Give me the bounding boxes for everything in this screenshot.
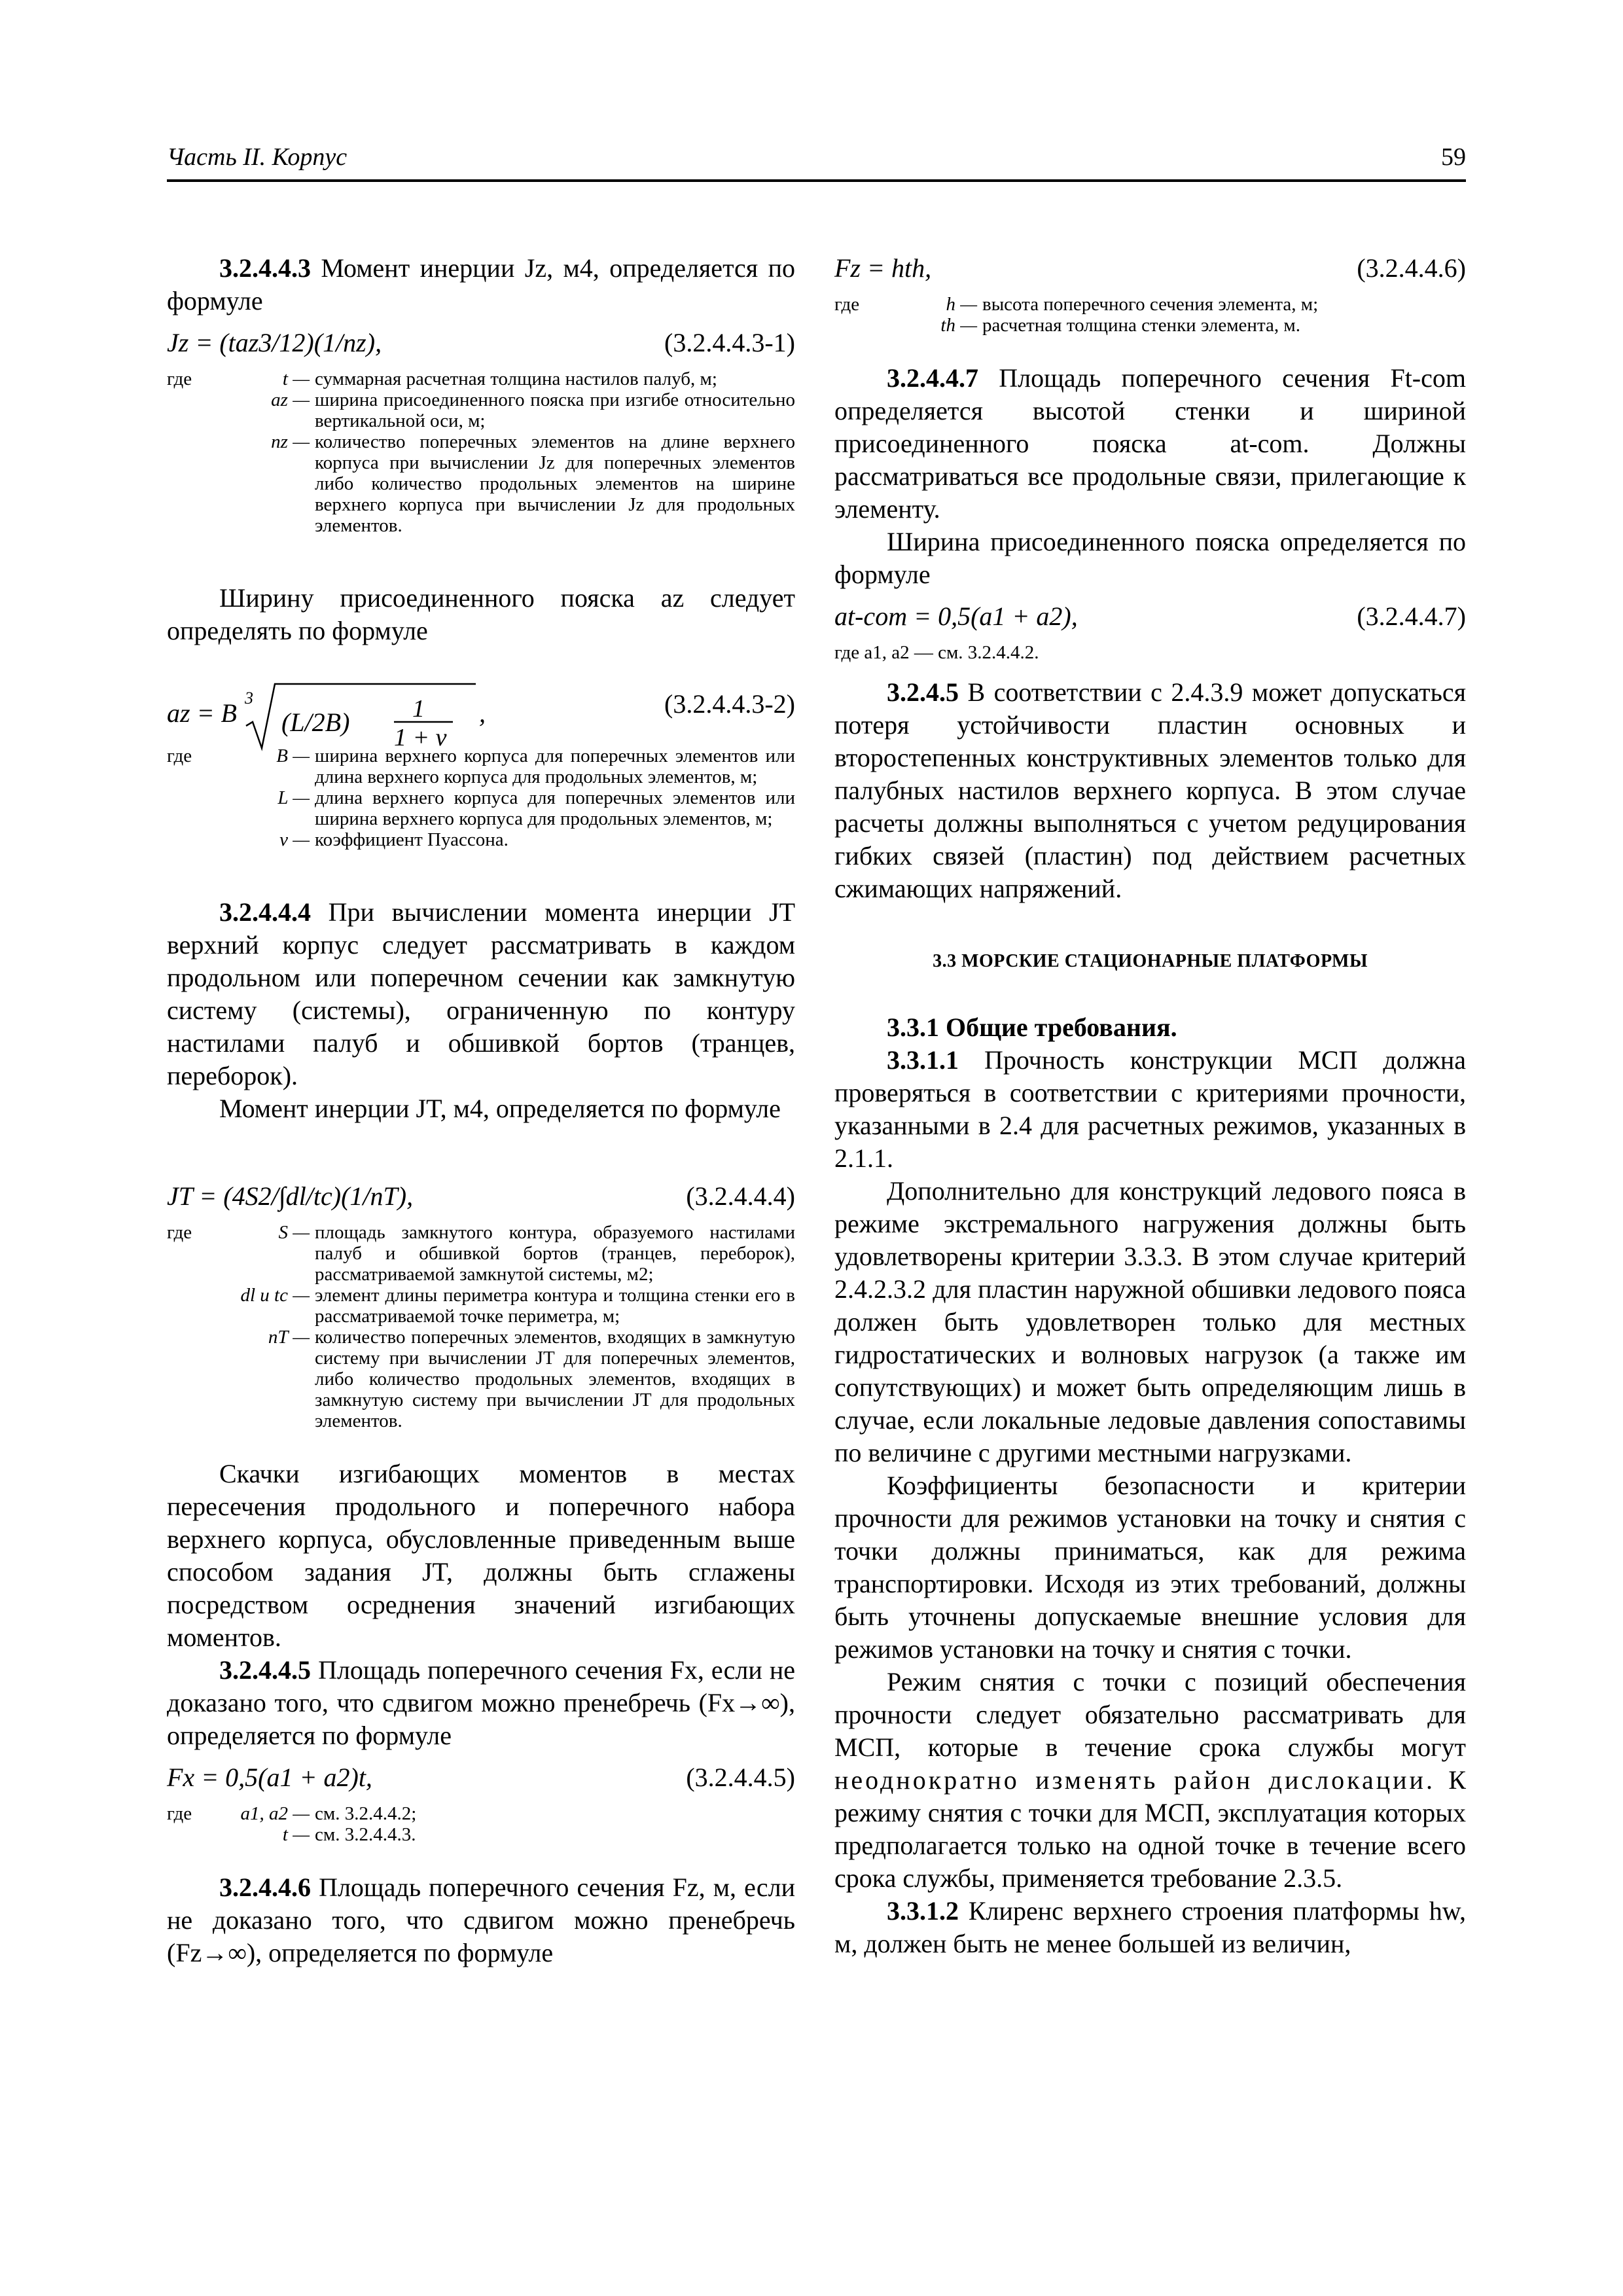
clause-number: 3.2.4.5	[887, 677, 959, 707]
formula-3-2-4-4-4	[167, 1180, 795, 1217]
definition-symbol: L —	[277, 787, 310, 808]
definition-symbol: dl и tc —	[240, 1285, 310, 1306]
definition-text: см. 3.2.4.4.2;	[315, 1803, 417, 1824]
fraction-numerator: 1	[412, 695, 425, 723]
definitions-list	[167, 745, 795, 850]
cube-root-sign-icon	[243, 680, 479, 752]
paragraph-jt-formula: Момент инерции JT, м4, определяется по формуле	[219, 1094, 781, 1123]
definition-text: суммарная расчетная толщина настилов палуб, м;	[315, 368, 717, 389]
definition-symbol: az —	[271, 389, 310, 410]
section-title: 3.3 МОРСКИЕ СТАЦИОНАРНЫЕ ПЛАТФОРМЫ	[933, 951, 1368, 971]
definition-row	[167, 1327, 795, 1431]
definition-row	[167, 431, 795, 536]
page-number: 59	[1441, 143, 1466, 171]
paragraph-text: Режим снятия с точки с позиций обеспечения прочности следует обязательно рассматривать для МСП, которые в течение срока службы могут	[834, 1667, 1466, 1762]
definition-symbol: t —	[282, 368, 310, 389]
formula-number: (3.2.4.4.4)	[686, 1181, 795, 1211]
formula-number: (3.2.4.4.6)	[1357, 253, 1466, 283]
where-label: где	[167, 1803, 192, 1824]
paragraph-text: К режиму снятия с точки для МСП, эксплуатация которых предполагается только на одной точке в течение всего срока службы, применяется требование 2.3.5.	[834, 1765, 1466, 1893]
definition-text: количество поперечных элементов, входящих в замкнутую систему при вычислении JT для поперечных элементов, либо количество продольных элементов, входящих в замкнутую систему при вычислении JT для продольных элементов.	[315, 1327, 795, 1431]
definition-text: ширина присоединенного пояска при изгибе относительно вертикальной оси, м;	[315, 389, 795, 431]
clause-number: 3.2.4.4.4	[219, 897, 311, 927]
definition-symbol: h —	[946, 294, 977, 315]
paragraph-removal-mode	[834, 1666, 1466, 1895]
formula-expression: Fz = hth,	[834, 253, 932, 283]
definitions-list	[167, 1803, 795, 1845]
left-column	[167, 252, 795, 1969]
where-label	[167, 1285, 218, 1327]
clause-number: 3.2.4.4.5	[219, 1655, 311, 1685]
where-label	[167, 431, 218, 536]
formula-number: (3.2.4.4.3-1)	[664, 328, 795, 357]
definition-symbol: th —	[940, 315, 977, 336]
formula-number: (3.2.4.4.7)	[1357, 601, 1466, 631]
formula-expression	[167, 680, 486, 752]
where-label: где	[167, 1222, 192, 1243]
definition-text: количество поперечных элементов на длине верхнего корпуса при вычислении Jz для поперечных элементов либо количество продольных элементов на ширине верхнего корпуса при вычислении Jz для продольных элементов.	[315, 431, 795, 536]
paragraph-3-2-4-4-7	[834, 362, 1466, 526]
definition-symbol: nT —	[268, 1327, 310, 1348]
paragraph-ice-belt: Дополнительно для конструкций ледового пояса в режиме экстремального нагружения должны быть удовлетворены критерии 3.3.3. В этом случае критерий 2.4.2.3.2 для пластин наружной обшивки ледового пояса должен быть удовлетворен только для местных гидростатических и волновых нагрузок (а также им сопутствующих) и может быть определяющим лишь в случае, если локальные ледовые давления сопоставимы по величине с другими местными нагрузками.	[834, 1176, 1466, 1467]
paragraph-safety-factors: Коэффициенты безопасности и критерии прочности для режимов установки на точку и снятия с точки должны приниматься, как для режима транспортировки. Исходя из этих требований, должны быть уточнены допускаемые внешние условия для режимов установки на точку и снятия с точки.	[834, 1471, 1466, 1664]
definition-text: ширина верхнего корпуса для поперечных элементов или длина верхнего корпуса для продольных элементов, м;	[315, 745, 795, 787]
formula-tail: ,	[479, 698, 486, 728]
paragraph-text: Прочность конструкции МСП должна проверяться в соответствии с критериями прочности, указанными в 2.4 для расчетных режимов, указанных в 2.1.1.	[834, 1045, 1467, 1173]
definition-row	[167, 1803, 795, 1824]
definition-text: высота поперечного сечения элемента, м;	[982, 294, 1319, 315]
definition-row	[834, 294, 1466, 315]
definitions-list	[167, 1222, 795, 1431]
clause-number: 3.2.4.4.3	[219, 253, 311, 283]
formula-note	[834, 642, 1466, 663]
clause-number: 3.3.1.1	[887, 1045, 959, 1075]
where-label	[167, 829, 218, 850]
definition-symbol: t —	[282, 1824, 310, 1845]
where-label	[834, 315, 885, 336]
definition-symbol: S —	[278, 1222, 310, 1243]
definition-row	[167, 787, 795, 829]
running-header	[167, 143, 1466, 182]
subsection-title: 3.3.1 Общие требования.	[887, 1013, 1177, 1042]
formula-expression: Jz = (taz3/12)(1/nz),	[167, 328, 382, 357]
paragraph-az-width: Ширину присоединенного пояска az следует определять по формуле	[167, 583, 795, 645]
formula-3-2-4-4-5	[167, 1761, 795, 1798]
clause-number: 3.2.4.4.6	[219, 1873, 311, 1902]
where-label	[167, 389, 218, 431]
paragraph-3-2-4-4-6	[167, 1871, 795, 1969]
definition-row	[167, 389, 795, 431]
paragraph-text: Площадь поперечного сечения Fx, если не доказано того, что сдвигом можно пренебречь (Fx→∞), определяется по формуле	[167, 1655, 795, 1750]
paragraph-3-2-4-4-4	[167, 896, 795, 1092]
paragraph-flange-width: Ширина присоединенного пояска определяется по формуле	[834, 527, 1466, 589]
definition-row	[167, 1285, 795, 1327]
paragraph-moment-jumps: Скачки изгибающих моментов в местах пересечения продольного и поперечного набора верхнего корпуса, обусловленные приведенным выше способом задания JT, должны быть сглажены посредством осреднения значений изгибающих моментов.	[167, 1459, 795, 1652]
right-column	[834, 252, 1466, 1960]
formula-expression: JT = (4S2/∫dl/tc)(1/nT),	[167, 1181, 414, 1211]
paragraph-3-3-1-2	[834, 1895, 1466, 1960]
clause-number: 3.3.1.2	[887, 1896, 959, 1926]
paragraph-3-3-1-1	[834, 1044, 1466, 1175]
definition-symbol: a1, a2 —	[240, 1803, 310, 1824]
formula-3-2-4-4-3-1	[167, 327, 795, 363]
paragraph-3-2-4-4-5	[167, 1654, 795, 1752]
definition-row	[834, 315, 1466, 336]
definition-symbol: B —	[276, 745, 310, 766]
definition-row	[167, 829, 795, 850]
definition-text: длина верхнего корпуса для поперечных элементов или ширина верхнего корпуса для продольных элементов, м;	[315, 787, 795, 829]
definition-text: элемент длины периметра контура и толщина стенки его в рассматриваемой точке периметра, м;	[315, 1285, 795, 1327]
paragraph-text: Площадь поперечного сечения Ft-com определяется высотой стенки и шириной присоединенного пояска at-com. Должны рассматриваться все продольные связи, прилегающие к элементу.	[834, 363, 1466, 524]
fraction-denominator: 1 + ν	[394, 724, 447, 751]
paragraph-text-spaced: неоднократно изменять район дислокации.	[834, 1765, 1435, 1795]
clause-number: 3.2.4.4.7	[887, 363, 978, 393]
formula-number: (3.2.4.4.3-2)	[664, 689, 795, 719]
where-label	[167, 1824, 218, 1845]
where-label: где	[167, 368, 192, 389]
definition-row	[167, 1222, 795, 1285]
paragraph-text: Площадь поперечного сечения Fz, м, если не доказано того, что сдвигом можно пренебречь (Fz→∞), определяется по формуле	[167, 1873, 795, 1967]
running-title: Часть II. Корпус	[167, 143, 348, 171]
where-label	[167, 787, 218, 829]
where-label: где	[834, 294, 860, 315]
note-text: где a1, a2 — см. 3.2.4.4.2.	[834, 642, 1039, 663]
where-label	[167, 1327, 218, 1431]
formula-3-2-4-4-3-2	[167, 663, 795, 751]
definition-row	[167, 368, 795, 389]
where-label: где	[167, 745, 192, 766]
paragraph-3-2-4-4-3	[167, 252, 795, 317]
radicand: (L/2B)	[281, 708, 350, 737]
formula-number: (3.2.4.4.5)	[686, 1763, 795, 1792]
definition-symbol: nz —	[271, 431, 310, 452]
paragraph-text: В соответствии с 2.4.3.9 может допускаться потеря устойчивости пластин основных и второстепенных конструктивных элементов только для палубных настилов верхнего корпуса. В этом случае расчеты должны выполняться с учетом редуцирования гибких связей (пластин) под действием расчетных сжимающих напряжений.	[834, 677, 1467, 903]
svg-text:3: 3	[245, 689, 253, 708]
definition-text: см. 3.2.4.4.3.	[315, 1824, 416, 1845]
definition-text: коэффициент Пуассона.	[315, 829, 508, 850]
formula-lhs: az = B	[167, 698, 237, 728]
paragraph-text: Клиренс верхнего строения платформы hw, м, должен быть не менее большей из величин,	[834, 1896, 1466, 1958]
formula-3-2-4-4-6	[834, 252, 1466, 289]
definitions-list	[167, 368, 795, 536]
definition-text: расчетная толщина стенки элемента, м.	[982, 315, 1300, 336]
formula-expression: Fx = 0,5(a1 + a2)t,	[167, 1763, 372, 1792]
paragraph-text: При вычислении момента инерции JT верхний корпус следует рассматривать в каждом продольном или поперечном сечении как замкнутую систему (системы), ограниченную по контуру настилами палуб и обшивкой бортов (транцев, переборок).	[167, 897, 795, 1090]
formula-expression: at-com = 0,5(a1 + a2),	[834, 601, 1078, 631]
definitions-list	[834, 294, 1466, 336]
paragraph-3-2-4-5	[834, 676, 1466, 905]
paragraph-text: Момент инерции Jz, м4, определяется по формуле	[167, 253, 795, 315]
definition-symbol: ν —	[279, 829, 310, 850]
definition-text: площадь замкнутого контура, образуемого настилами палуб и обшивкой бортов (транцев, переборок), рассматриваемой замкнутой системы, м2;	[315, 1222, 795, 1285]
formula-3-2-4-4-7	[834, 600, 1466, 637]
definition-row	[167, 1824, 795, 1845]
